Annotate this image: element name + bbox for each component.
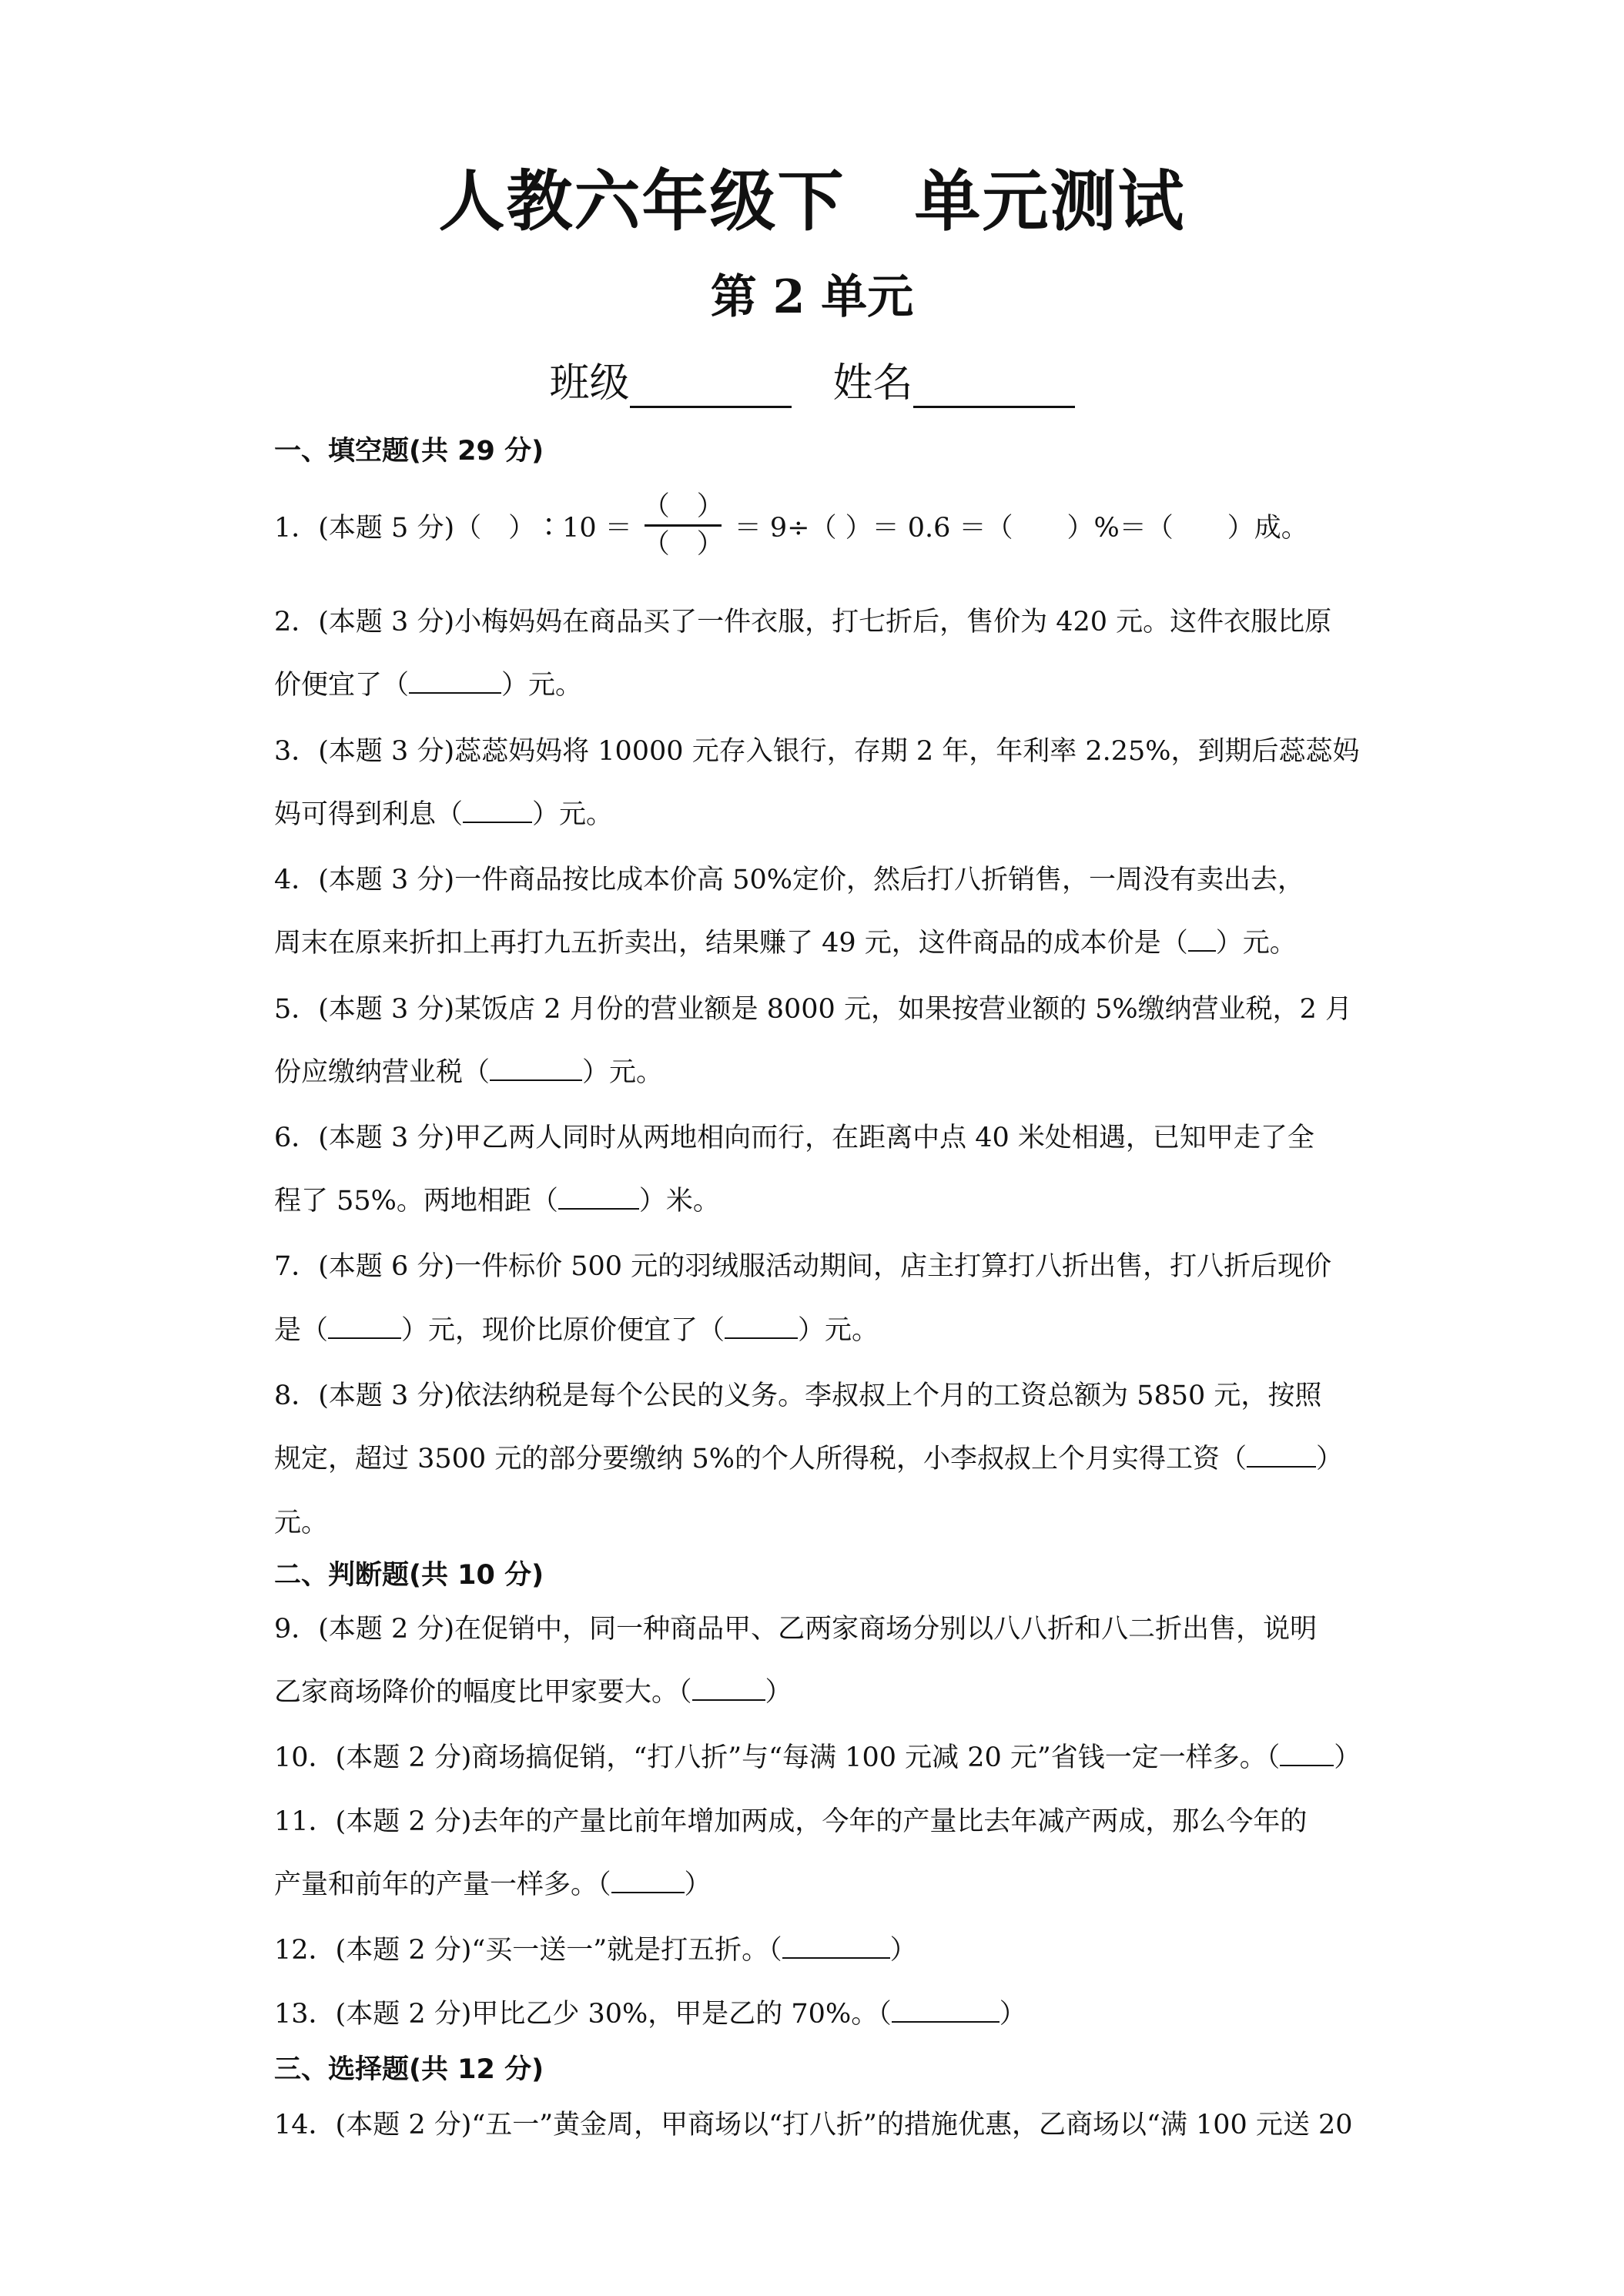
q2-text-after-blank: ）元。: [501, 670, 583, 701]
question-2-line-1: [274, 601, 1368, 639]
question-14-line-1: [274, 2104, 1368, 2142]
answer-blank[interactable]: [1280, 1742, 1334, 1766]
q12-text-before-blank: 12．(本题 2 分)“买一送一”就是打五折。（: [274, 1935, 782, 1966]
question-4-line-1: [274, 858, 1368, 897]
q9-text: 9．(本题 2 分)在促销中，同一种商品甲、乙两家商场分别以八八折和八二折出售，说明: [274, 1614, 1318, 1645]
q5-text-before-blank: 份应缴纳营业税（: [274, 1057, 491, 1088]
q1-fraction: [643, 489, 724, 562]
title-right: 单元测试: [914, 163, 1186, 240]
question-6-line-2: [274, 1180, 1368, 1218]
section-heading-multiple-choice: 三、选择题(共 12 分): [274, 2054, 544, 2085]
q1-prefix: 1．(本题 5 分)（ ）∶10 ＝: [274, 512, 632, 544]
q6-text-before-blank: 程了 55%。两地相距（: [274, 1186, 558, 1217]
question-9-line-1: [274, 1608, 1368, 1646]
question-8-line-2: [274, 1438, 1368, 1476]
q2-text: 2．(本题 3 分)小梅妈妈在商品买了一件衣服，打七折后，售价为 420 元。这件衣服比原: [274, 607, 1332, 638]
page-title: [0, 148, 1624, 243]
q1-fraction-numerator[interactable]: （ ）: [642, 491, 724, 522]
question-5-line-2: [274, 1051, 1368, 1089]
q11-text-before-blank: 产量和前年的产量一样多。（: [274, 1869, 611, 1900]
answer-blank[interactable]: [892, 1998, 1000, 2023]
q11-text-after-blank: ）: [684, 1869, 712, 1900]
answer-blank[interactable]: [1188, 927, 1216, 952]
name-field[interactable]: [913, 367, 1075, 408]
q11-text: 11．(本题 2 分)去年的产量比前年增加两成，今年的产量比去年减产两成，那么今年的: [274, 1806, 1308, 1837]
q3-text-after-blank: ）元。: [532, 799, 614, 830]
q9-text-before-blank: 乙家商场降价的幅度比甲家要大。（: [274, 1677, 692, 1708]
q6-text-after-blank: ）米。: [638, 1186, 720, 1217]
q6-text: 6．(本题 3 分)甲乙两人同时从两地相向而行，在距离中点 40 米处相遇，已知甲走了全: [274, 1123, 1314, 1153]
q12-text-after-blank: ）: [889, 1935, 917, 1966]
q14-text: 14．(本题 2 分)“五一”黄金周，甲商场以“打八折”的措施优惠，乙商场以“满 100 元送 20: [274, 2110, 1353, 2140]
q7-text: 7．(本题 6 分)一件标价 500 元的羽绒服活动期间，店主打算打八折出售，打八折后现价: [274, 1251, 1332, 1282]
name-label: 姓名: [832, 360, 913, 407]
q2-text-before-blank: 价便宜了（: [274, 670, 410, 701]
class-label: 班级: [549, 360, 630, 407]
class-field[interactable]: [630, 367, 792, 408]
question-3-line-2: [274, 793, 1368, 832]
q10-text-after-blank: ）: [1334, 1742, 1361, 1773]
q8-text: 8．(本题 3 分)依法纳税是每个公民的义务。李叔叔上个月的工资总额为 5850 元，按照: [274, 1381, 1322, 1411]
answer-blank[interactable]: [692, 1676, 765, 1701]
q8-text-end: 元。: [274, 1508, 329, 1538]
q5-text-after-blank: ）元。: [582, 1057, 664, 1088]
q3-text-before-blank: 妈可得到利息（: [274, 799, 464, 830]
q7-text-between-blanks: ）元，现价比原价便宜了（: [401, 1315, 725, 1346]
q8-text-after-blank: ）: [1315, 1444, 1343, 1474]
answer-blank[interactable]: [328, 1314, 401, 1339]
q5-text: 5．(本题 3 分)某饭店 2 月份的营业额是 8000 元，如果按营业额的 5%缴纳营业税，2 月: [274, 994, 1352, 1025]
answer-blank[interactable]: [409, 669, 501, 694]
question-7-line-1: [274, 1245, 1368, 1284]
q8-text-before-blank: 规定，超过 3500 元的部分要缴纳 5%的个人所得税，小李叔叔上个月实得工资（: [274, 1444, 1247, 1474]
question-11-line-1: [274, 1800, 1368, 1839]
question-5-line-1: [274, 988, 1368, 1026]
section-heading-fill-in: 一、填空题(共 29 分): [274, 436, 544, 467]
q4-text: 4．(本题 3 分)一件商品按比成本价高 50%定价，然后打八折销售，一周没有卖出去，: [274, 865, 1305, 895]
question-6-line-1: [274, 1116, 1368, 1155]
answer-blank[interactable]: [463, 798, 532, 823]
answer-blank[interactable]: [1247, 1443, 1316, 1468]
question-10: [274, 1736, 1368, 1775]
answer-blank[interactable]: [490, 1056, 582, 1081]
answer-blank[interactable]: [558, 1185, 639, 1210]
question-9-line-2: [274, 1671, 1368, 1709]
question-3-line-1: [274, 730, 1368, 768]
student-info-row: [0, 350, 1624, 408]
question-11-line-2: [274, 1863, 1368, 1902]
question-2-line-2: [274, 664, 1368, 702]
answer-blank[interactable]: [725, 1314, 798, 1339]
q10-text-before-blank: 10．(本题 2 分)商场搞促销，“打八折”与“每满 100 元减 20 元”省钱一定一样多。（: [274, 1742, 1281, 1773]
q7-text-before-blank-1: 是（: [274, 1315, 329, 1346]
question-12: [274, 1929, 1368, 1967]
question-13: [274, 1993, 1368, 2031]
q4-text-before-blank: 周末在原来折扣上再打九五折卖出，结果赚了 49 元，这件商品的成本价是（: [274, 928, 1188, 959]
q9-text-after-blank: ）: [765, 1677, 792, 1708]
question-8-line-1: [274, 1374, 1368, 1413]
unit-subtitle: 第 2 单元: [710, 270, 914, 324]
question-4-line-2: [274, 922, 1368, 960]
question-1: [274, 489, 1308, 562]
answer-blank[interactable]: [611, 1869, 685, 1893]
q3-text: 3．(本题 3 分)蕊蕊妈妈将 10000 元存入银行，存期 2 年，年利率 2.25%，到期后蕊蕊妈: [274, 736, 1360, 767]
q13-text-after-blank: ）: [999, 1999, 1026, 2030]
question-7-line-2: [274, 1309, 1368, 1347]
section-heading-true-false: 二、判断题(共 10 分): [274, 1560, 544, 1591]
q1-suffix: ＝ 9÷（ ）＝ 0.6 ＝（ ）%＝（ ）成。: [734, 512, 1308, 544]
title-left: 人教六年级下: [438, 163, 845, 240]
question-8-line-3: [274, 1501, 1368, 1540]
q13-text-before-blank: 13．(本题 2 分)甲比乙少 30%，甲是乙的 70%。（: [274, 1999, 892, 2030]
answer-blank[interactable]: [782, 1934, 890, 1959]
q4-text-after-blank: ）元。: [1215, 928, 1297, 959]
q7-text-after-blank-2: ）元。: [798, 1315, 879, 1346]
q1-fraction-denominator[interactable]: （ ）: [642, 529, 724, 560]
